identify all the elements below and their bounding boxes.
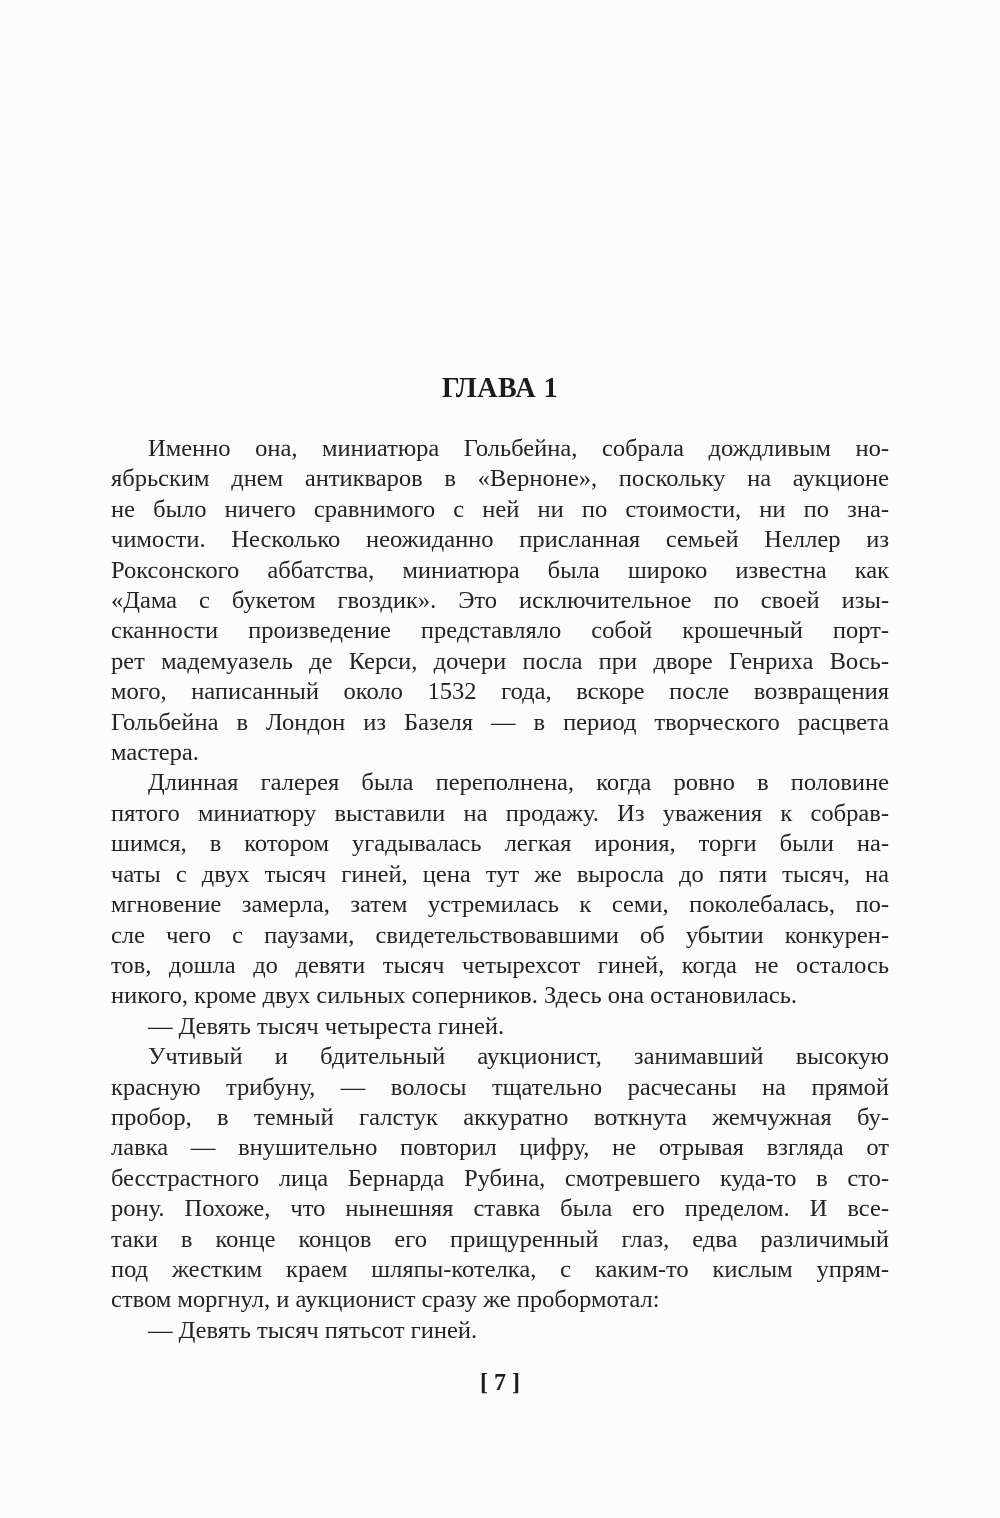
text-line: пробор, в темный галстук аккуратно воткнута жемчужная бу-: [111, 1103, 889, 1131]
page-number: [ 7 ]: [480, 1370, 520, 1396]
text-line: Гольбейна в Лондон из Базеля — в период творческого расцвета: [111, 708, 889, 736]
paragraph: [111, 768, 889, 1011]
text-line: под жестким краем шляпы-котелка, с каким-то кислым упрям-: [111, 1255, 889, 1283]
text-line: не было ничего сравнимого с ней ни по стоимости, ни по зна-: [111, 495, 889, 523]
text-line: чаты с двух тысяч гиней, цена тут же выросла до пяти тысяч, на: [111, 860, 889, 888]
text-line: красную трибуну, — волосы тщательно расчесаны на прямой: [111, 1073, 889, 1101]
body-text: [111, 434, 889, 1346]
text-line: Длинная галерея была переполнена, когда ровно в половине: [148, 769, 889, 797]
text-line: рет мадемуазель де Керси, дочери посла при дворе Генриха Вось-: [111, 647, 889, 675]
chapter-title: ГЛАВА 1: [441, 373, 559, 404]
paragraph: [111, 434, 889, 768]
text-line: мого, написанный около 1532 года, вскоре после возвращения: [111, 678, 889, 706]
dialogue-paragraph: [111, 1012, 889, 1042]
text-line: тов, дошла до девяти тысяч четырехсот гиней, когда не осталось: [111, 951, 889, 979]
text-line: таки в конце концов его прищуренный глаз, едва различимый: [111, 1225, 889, 1253]
text-line: никого, кроме двух сильных соперников. Здесь она остановилась.: [111, 982, 798, 1010]
text-line: пятого миниатюру выставили на продажу. Из уважения к собрав-: [111, 799, 889, 827]
text-line: Именно она, миниатюра Гольбейна, собрала дождливым но-: [148, 435, 889, 462]
text-line: шимся, в котором угадывалась легкая ирония, торги были на-: [111, 830, 889, 858]
dialogue-paragraph: [111, 1316, 889, 1346]
text-line: рону. Похоже, что нынешняя ставка была его пределом. И все-: [111, 1195, 889, 1223]
paragraph: [111, 1042, 889, 1316]
text-line: сле чего с паузами, свидетельствовавшими об убытии конкурен-: [111, 921, 889, 949]
text-line: бесстрастного лица Бернарда Рубина, смотревшего куда-то в сто-: [111, 1164, 889, 1192]
text-line: — Девять тысяч пятьсот гиней.: [148, 1316, 478, 1344]
text-line: чимости. Несколько неожиданно присланная семьей Неллер из: [111, 526, 889, 554]
text-line: Роксонского аббатства, миниатюра была широко известна как: [111, 556, 889, 584]
text-line: сканности произведение представляло собой крошечный порт-: [111, 617, 889, 645]
text-line: мастера.: [111, 739, 199, 767]
text-line: ством моргнул, и аукционист сразу же пробормотал:: [111, 1286, 660, 1314]
text-line: — Девять тысяч четыреста гиней.: [148, 1012, 505, 1040]
text-line: «Дама с букетом гвоздик». Это исключительное по своей изы-: [111, 587, 889, 615]
text-line: мгновение замерла, затем устремилась к семи, поколебалась, по-: [111, 891, 889, 919]
text-line: ябрьским днем антикваров в «Верноне», поскольку на аукционе: [111, 465, 889, 493]
text-line: лавка — внушительно повторил цифру, не отрывая взгляда от: [111, 1134, 889, 1162]
text-line: Учтивый и бдительный аукционист, занимавший высокую: [148, 1043, 889, 1071]
